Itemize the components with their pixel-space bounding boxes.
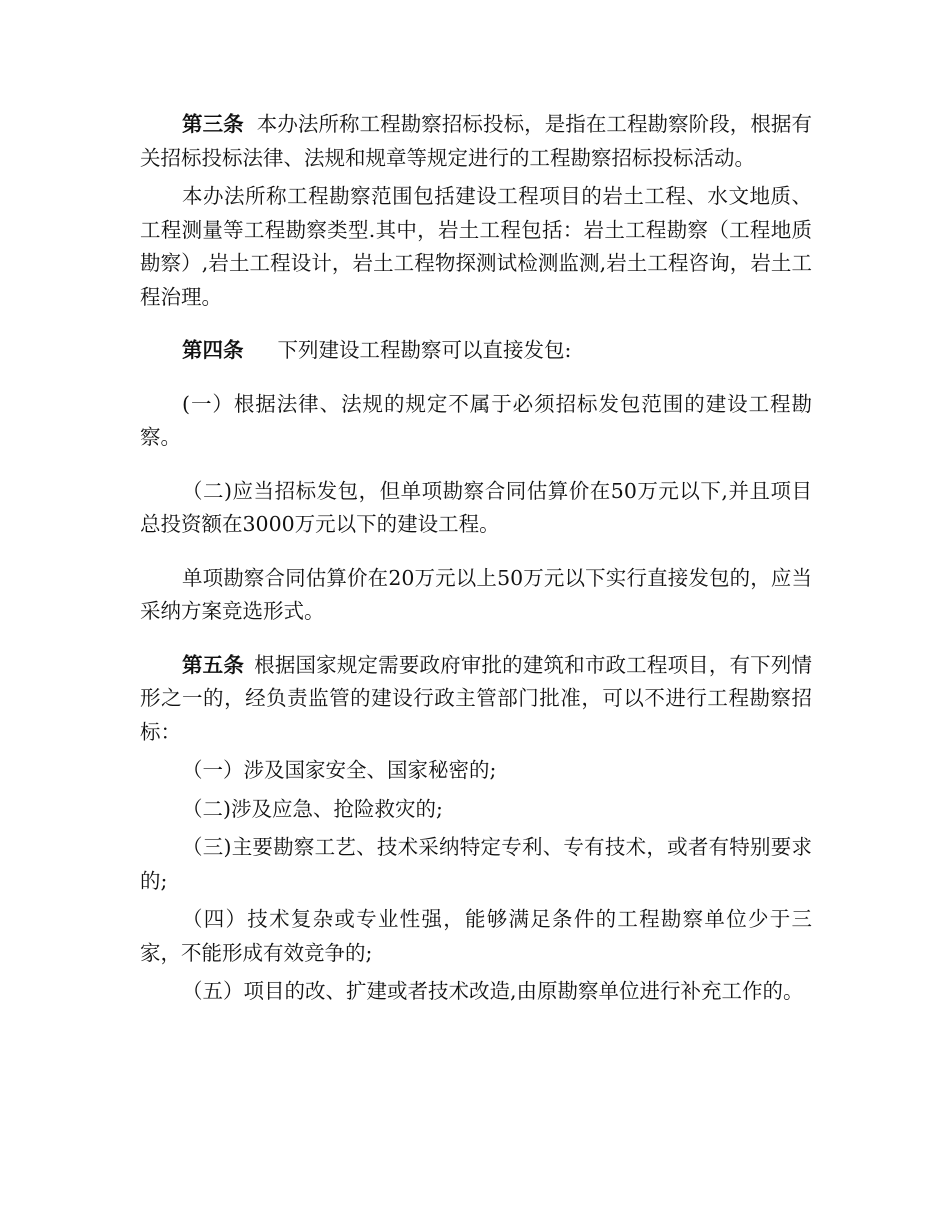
article-5-item-2: （二)涉及应急、抢险救灾的; <box>182 796 443 821</box>
article-5-text-1: 根据国家规定需要政府审批的建筑和市政工程项目，有下列情形之一的，经负责监管的建设行政主管部门批准，可以不进行工程勘察招标： <box>140 652 812 744</box>
article-4-text-1: 下列建设工程勘察可以直接发包: <box>277 338 572 362</box>
article-5-item-3: （三)主要勘察工艺、技术采纳特定专利、专有技术，或者有特别要求的; <box>140 835 812 893</box>
article-3-label: 第三条 <box>182 112 244 136</box>
article-3-paragraph-1 <box>140 108 812 175</box>
article-3-text-1: 本办法所称工程勘察招标投标，是指在工程勘察阶段，根据有关招标投标法律、法规和规章等规定进行的工程勘察招标投标活动。 <box>140 112 813 170</box>
article-4-label: 第四条 <box>182 338 244 362</box>
article-4-item-1: (一）根据法律、法规的规定不属于必须招标发包范围的建设工程勘察。 <box>140 391 812 449</box>
article-5-paragraph-1 <box>140 649 812 750</box>
article-3-paragraph-2: 本办法所称工程勘察范围包括建设工程项目的岩土工程、水文地质、工程测量等工程勘察类型.其中，岩土工程包括：岩土工程勘察（工程地质勘察）,岩土工程设计，岩土工程物探测试检测监测,岩土工程咨询，岩土工程治理。 <box>140 184 812 309</box>
article-5-label: 第五条 <box>182 652 244 677</box>
article-5-item-5: （五）项目的改、扩建或者技术改造,由原勘察单位进行补充工作的。 <box>182 979 804 1003</box>
article-5-item-1: （一）涉及国家安全、国家秘密的; <box>182 758 497 782</box>
article-4-paragraph-2: 单项勘察合同估算价在20万元以上50万元以下实行直接发包的，应当采纳方案竞选形式。 <box>140 565 812 623</box>
document-page <box>140 108 812 1009</box>
article-4-paragraph-1 <box>140 334 812 368</box>
article-4-item-2: （二)应当招标发包，但单项勘察合同估算价在50万元以下,并且项目总投资额在3000万元以下的建设工程。 <box>140 478 812 536</box>
article-5-item-4: （四）技术复杂或专业性强，能够满足条件的工程勘察单位少于三家，不能形成有效竞争的; <box>140 907 812 965</box>
